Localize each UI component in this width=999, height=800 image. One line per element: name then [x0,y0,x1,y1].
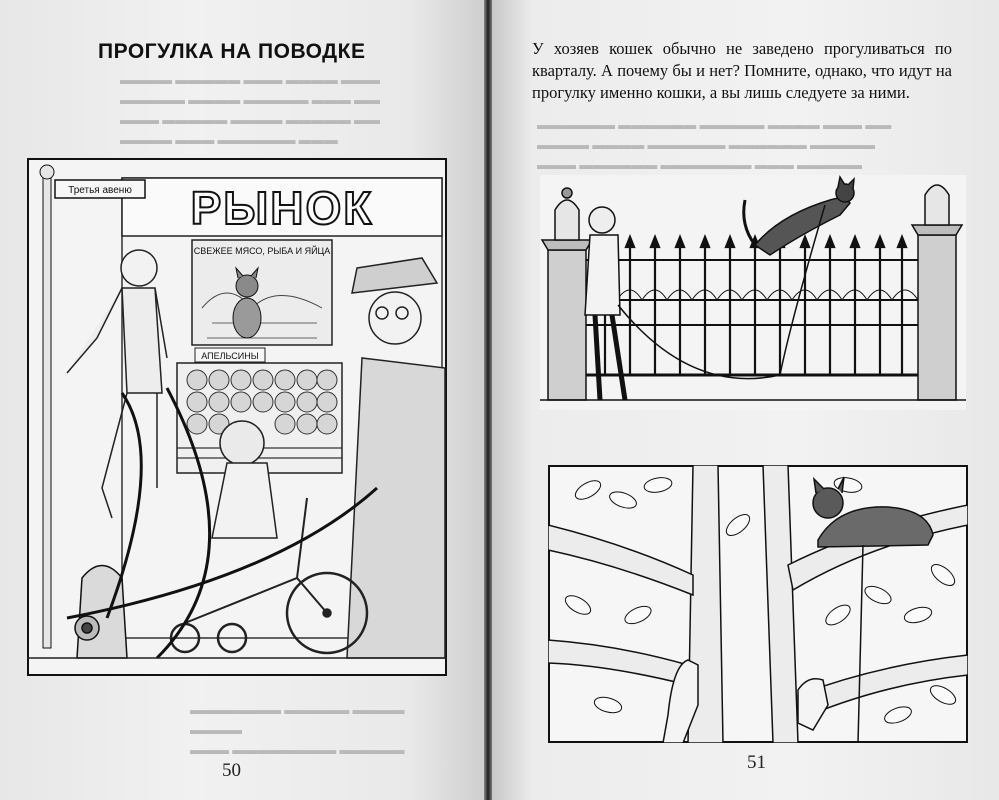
street-sign: Третья авеню [68,185,132,196]
right-page [492,0,999,800]
tree-illustration [548,465,968,743]
bleed-through-text: ▬▬▬▬ ▬▬▬▬▬ ▬▬▬ ▬▬▬▬ ▬▬▬ ▬▬▬▬▬ ▬▬▬▬ ▬▬▬▬▬ ▬▬▬ ▬▬ ▬▬▬ ▬▬▬▬▬ ▬▬▬▬ ▬▬▬▬▬ ▬▬ ▬▬▬▬ ▬▬▬ ▬▬▬▬▬▬ ▬▬▬ [120,72,380,147]
market-sign: РЫНОК [190,182,374,234]
stall-sign: СВЕЖЕЕ МЯСО, РЫБА И ЯЙЦА [193,246,331,256]
page-number-left: 50 [222,760,241,781]
book-gutter [484,0,492,800]
bleed-through-text-bottom: ▬▬▬▬▬▬▬ ▬▬▬▬▬ ▬▬▬▬ ▬▬▬▬ ▬▬▬ ▬▬▬▬▬▬▬▬ ▬▬▬▬▬ [190,702,405,757]
page-number-right: 51 [747,752,766,773]
left-page [0,0,484,800]
crate-label: АПЕЛЬСИНЫ [201,351,259,361]
intro-paragraph: У хозяев кошек обычно не заведено прогуливаться по кварталу. А почему бы и нет? Помните, однако, что идут на прогулку именно кошки, а вы лишь следуете за ними. [532,39,952,102]
page-title: ПРОГУЛКА НА ПОВОДКЕ [98,40,366,63]
market-illustration [27,158,447,676]
fence-illustration [540,175,966,410]
bleed-through-text: ▬▬▬▬▬▬ ▬▬▬▬▬▬ ▬▬▬▬▬ ▬▬▬▬ ▬▬▬ ▬▬ ▬▬▬▬ ▬▬▬▬ ▬▬▬▬▬▬ ▬▬▬▬▬▬ ▬▬▬▬▬ ▬▬▬ ▬▬▬▬▬▬ ▬▬▬▬▬▬▬ ▬▬▬ ▬▬▬▬▬ [537,117,892,172]
